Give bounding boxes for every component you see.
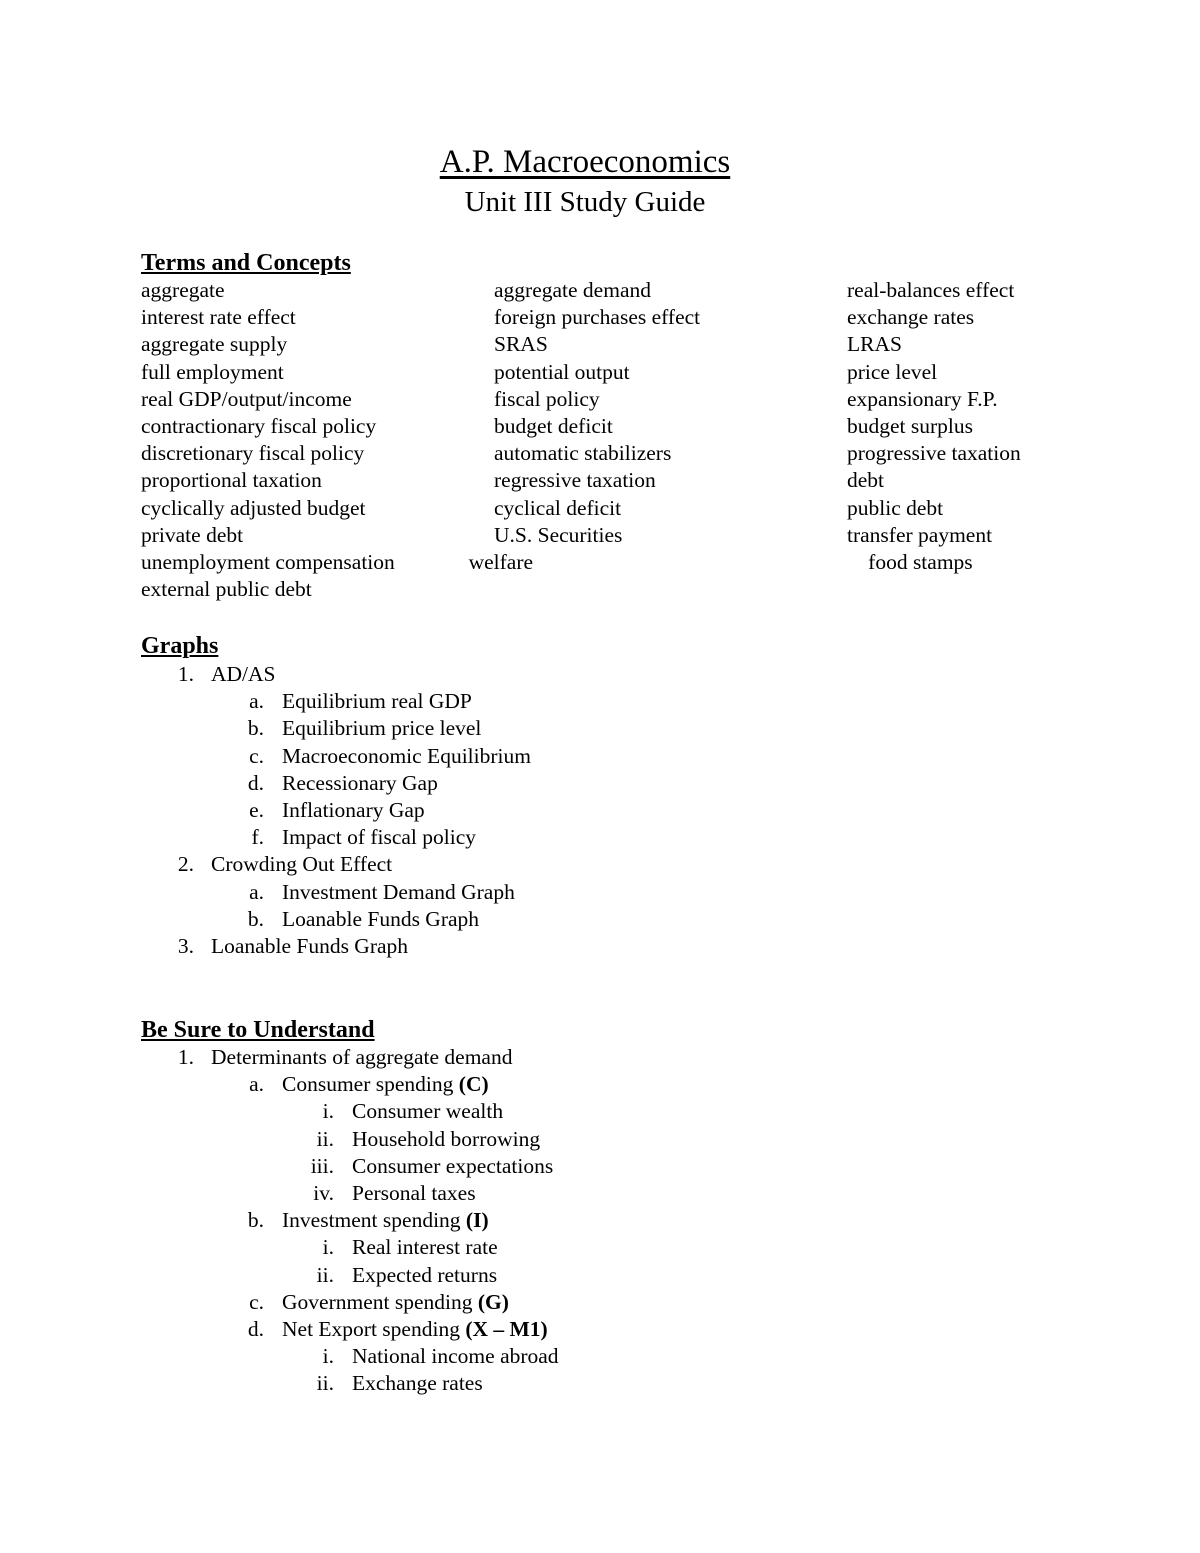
list-marker: b.: [247, 1208, 264, 1233]
list-text: [282, 1289, 509, 1316]
term: food stamps: [868, 549, 973, 574]
list-marker: a.: [249, 689, 264, 714]
list-item: [0, 1316, 1200, 1343]
list-marker: ii.: [316, 1371, 334, 1396]
list-text-plain: Net Export spending: [282, 1316, 466, 1341]
list-text: Recessionary Gap: [282, 770, 438, 795]
list-text: Equilibrium real GDP: [282, 689, 472, 714]
variable-symbol: (C): [458, 1072, 489, 1097]
list-item: [0, 743, 1200, 770]
list-item: [0, 770, 1200, 797]
term: automatic stabilizers: [494, 441, 672, 466]
list-item: [0, 1071, 1200, 1098]
term-row: [141, 277, 1141, 304]
list-text: [282, 1316, 548, 1343]
list-item: [0, 661, 1200, 688]
term: aggregate: [141, 278, 225, 302]
term-row: [141, 386, 1141, 413]
list-text: Household borrowing: [352, 1126, 541, 1151]
list-marker: c.: [249, 1289, 264, 1314]
list-text: Consumer expectations: [352, 1153, 554, 1178]
list-marker: ii.: [316, 1126, 334, 1151]
list-text: Equilibrium price level: [282, 716, 482, 741]
list-marker: b.: [247, 716, 264, 741]
term: budget surplus: [847, 413, 974, 438]
list-marker: i.: [322, 1235, 334, 1260]
list-text: Crowding Out Effect: [211, 852, 393, 877]
term: budget deficit: [494, 413, 613, 438]
term-row: [141, 304, 1141, 331]
graphs-heading: Graphs: [141, 633, 219, 659]
term: [494, 576, 847, 603]
term: U.S. Securities: [494, 522, 623, 547]
list-item: [0, 1207, 1200, 1234]
list-marker: iii.: [310, 1153, 334, 1178]
list-text-plain: Consumer spending: [282, 1072, 459, 1097]
term: SRAS: [494, 332, 548, 357]
list-item: [0, 1289, 1200, 1316]
list-text: [282, 1071, 489, 1098]
list-text: Real interest rate: [352, 1235, 498, 1260]
term: real-balances effect: [847, 278, 1015, 302]
terms-heading: Terms and Concepts: [141, 250, 351, 276]
list-item: [0, 688, 1200, 715]
document-title: A.P. Macroeconomics: [439, 144, 731, 180]
variable-symbol: (I): [465, 1208, 489, 1233]
term: interest rate effect: [141, 305, 296, 330]
variable-symbol: (G): [477, 1289, 509, 1314]
term: unemployment compensation: [141, 549, 395, 574]
list-marker: i.: [322, 1344, 334, 1369]
list-marker: b.: [247, 906, 264, 931]
term: discretionary fiscal policy: [141, 441, 365, 466]
list-text: Impact of fiscal policy: [282, 825, 477, 850]
term-row: [141, 522, 1141, 549]
term: transfer payment: [847, 522, 993, 547]
list-item: [0, 1180, 1200, 1207]
list-marker: 2.: [177, 852, 194, 877]
term-row: [141, 331, 1141, 358]
list-text: Exchange rates: [352, 1371, 483, 1396]
term: aggregate demand: [494, 278, 651, 302]
term: debt: [847, 468, 885, 493]
list-item: [0, 1098, 1200, 1125]
list-marker: i.: [322, 1099, 334, 1124]
list-marker: 1.: [177, 662, 194, 686]
terms-table: [141, 277, 1141, 603]
list-text: Loanable Funds Graph: [282, 906, 480, 931]
term: regressive taxation: [494, 468, 656, 493]
term: [847, 576, 1141, 603]
term: LRAS: [847, 332, 902, 357]
term-row: [141, 440, 1141, 467]
understand-list: [0, 1044, 1200, 1397]
list-text-plain: Investment spending: [282, 1208, 466, 1233]
term-row: [141, 495, 1141, 522]
term: fiscal policy: [494, 386, 600, 411]
list-item: [0, 824, 1200, 851]
list-item: [0, 1234, 1200, 1261]
term: cyclical deficit: [494, 495, 622, 520]
term: full employment: [141, 359, 284, 384]
term: exchange rates: [847, 305, 975, 330]
term: potential output: [494, 359, 630, 384]
list-item: [0, 906, 1200, 933]
term-row: [141, 413, 1141, 440]
term: progressive taxation: [847, 441, 1021, 466]
understand-heading: Be Sure to Understand: [141, 1017, 375, 1043]
variable-symbol: (X – M1): [465, 1316, 548, 1341]
list-marker: a.: [249, 879, 264, 904]
term: aggregate supply: [141, 332, 288, 357]
list-item: [0, 879, 1200, 906]
list-item: [0, 1343, 1200, 1370]
term: contractionary fiscal policy: [141, 413, 377, 438]
list-text-plain: Government spending: [282, 1289, 478, 1314]
list-marker: c.: [249, 743, 264, 768]
list-marker: f.: [251, 825, 264, 850]
term: real GDP/output/income: [141, 386, 352, 411]
list-marker: 3.: [177, 933, 194, 958]
term-row: [141, 576, 1141, 603]
list-text: [282, 1207, 489, 1234]
list-item: [0, 1044, 1200, 1071]
list-marker: 1.: [177, 1045, 194, 1069]
list-marker: iv.: [313, 1180, 334, 1205]
list-text: Inflationary Gap: [282, 797, 425, 822]
list-text: Determinants of aggregate demand: [211, 1045, 513, 1069]
term: expansionary F.P.: [847, 386, 998, 411]
list-marker: ii.: [316, 1262, 334, 1287]
term-row: [141, 549, 1141, 576]
graphs-list: [0, 661, 1200, 960]
list-item: [0, 715, 1200, 742]
list-item: [0, 1262, 1200, 1289]
list-text: Macroeconomic Equilibrium: [282, 743, 531, 768]
term: private debt: [141, 522, 244, 547]
document-subtitle: Unit III Study Guide: [464, 186, 706, 218]
list-item: [0, 851, 1200, 878]
term: welfare: [468, 549, 534, 574]
term: price level: [847, 359, 938, 384]
list-text: AD/AS: [211, 662, 276, 686]
list-marker: d.: [247, 770, 264, 795]
term: external public debt: [141, 577, 312, 602]
term: proportional taxation: [141, 468, 322, 493]
term: cyclically adjusted budget: [141, 495, 366, 520]
list-item: [0, 797, 1200, 824]
list-item: [0, 1370, 1200, 1397]
term-row: [141, 359, 1141, 386]
list-text: Personal taxes: [352, 1180, 476, 1205]
list-text: National income abroad: [352, 1344, 559, 1369]
term-row: [141, 467, 1141, 494]
term: public debt: [847, 495, 944, 520]
list-item: [0, 1126, 1200, 1153]
list-text: Investment Demand Graph: [282, 879, 515, 904]
list-marker: d.: [247, 1316, 264, 1341]
term: foreign purchases effect: [494, 305, 701, 330]
list-text: Loanable Funds Graph: [211, 933, 409, 958]
list-marker: a.: [249, 1072, 264, 1097]
list-text: Expected returns: [352, 1262, 498, 1287]
list-text: Consumer wealth: [352, 1099, 504, 1124]
list-item: [0, 933, 1200, 960]
list-item: [0, 1153, 1200, 1180]
list-marker: e.: [249, 797, 264, 822]
